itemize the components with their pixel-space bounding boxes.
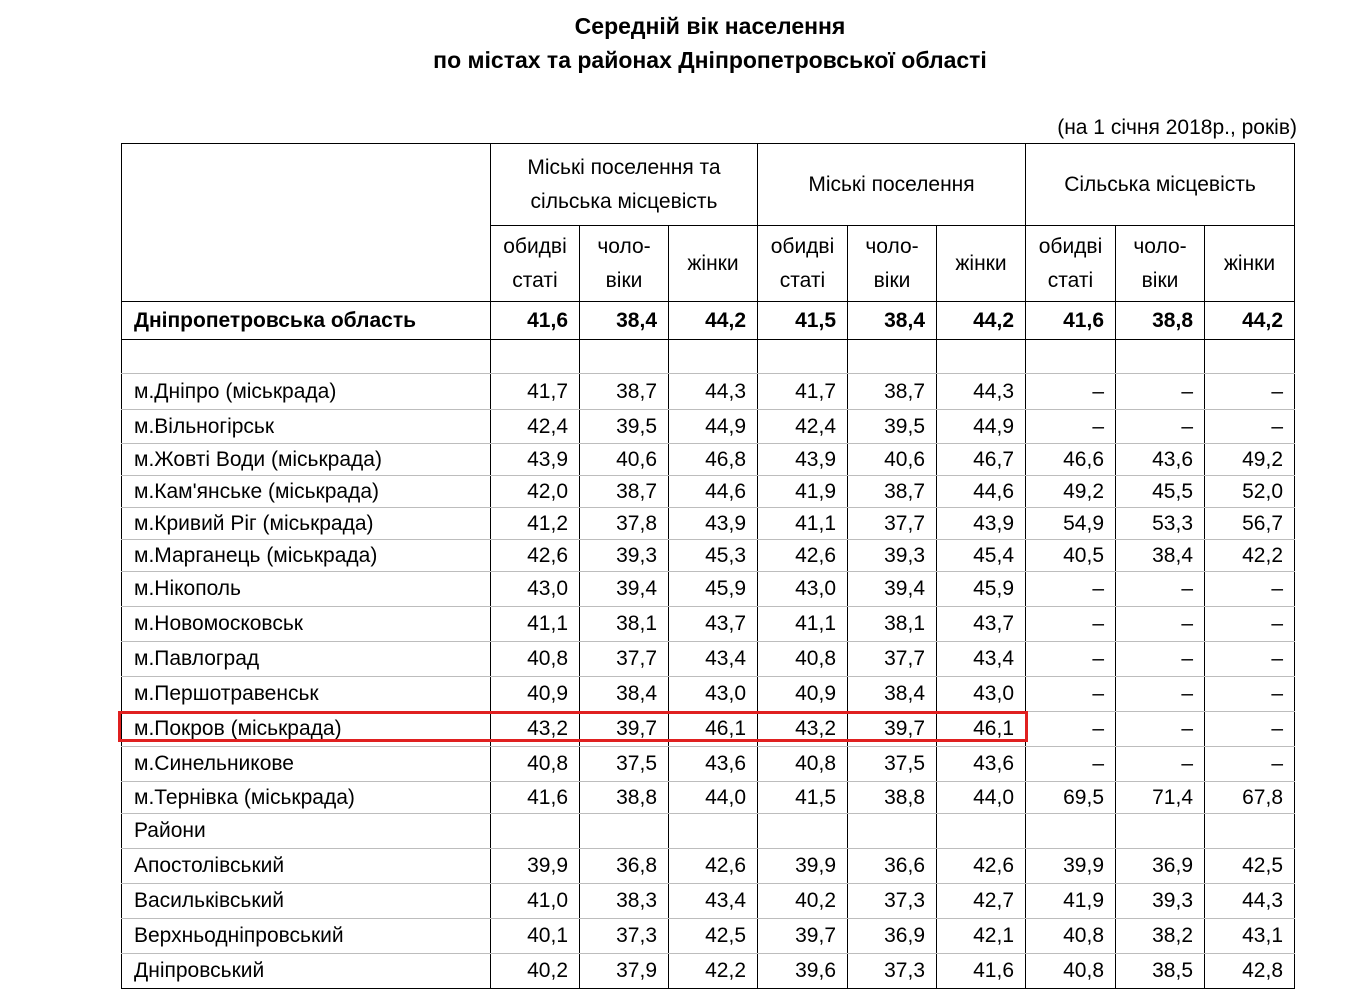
row-label: м.Марганець (міськрада) xyxy=(122,540,491,572)
value-cell: 36,8 xyxy=(580,849,669,884)
value-cell: 43,6 xyxy=(937,747,1026,782)
value-cell xyxy=(580,340,669,374)
value-cell: 41,1 xyxy=(758,607,848,642)
value-cell: 42,2 xyxy=(1205,540,1295,572)
value-cell: – xyxy=(1116,374,1205,410)
value-cell: 45,5 xyxy=(1116,476,1205,508)
value-cell: 44,2 xyxy=(937,302,1026,340)
value-cell: 39,3 xyxy=(580,540,669,572)
value-cell: 53,3 xyxy=(1116,508,1205,540)
value-cell xyxy=(758,814,848,849)
page-subtitle: по містах та районах Дніпропетровської області xyxy=(433,47,987,73)
value-cell: – xyxy=(1116,572,1205,607)
table-row xyxy=(122,919,1295,954)
value-cell: 40,8 xyxy=(1026,919,1116,954)
value-cell: 49,2 xyxy=(1026,476,1116,508)
value-cell xyxy=(491,340,580,374)
value-cell: 39,5 xyxy=(848,410,937,444)
value-cell: 39,6 xyxy=(758,954,848,989)
value-cell: 45,9 xyxy=(669,572,758,607)
value-cell xyxy=(937,814,1026,849)
value-cell: 42,6 xyxy=(669,849,758,884)
table-row xyxy=(122,340,1295,374)
value-cell: 49,2 xyxy=(1205,444,1295,476)
header-group-rural: Сільська місцевість xyxy=(1026,144,1295,226)
value-cell: – xyxy=(1026,642,1116,677)
value-cell: 40,8 xyxy=(1026,954,1116,989)
value-cell: 40,2 xyxy=(758,884,848,919)
row-label: м.Павлоград xyxy=(122,642,491,677)
row-label: м.Вільногірськ xyxy=(122,410,491,444)
value-cell xyxy=(669,814,758,849)
subheader-men: чоло-віки xyxy=(848,226,937,302)
subheader-both: обидві статі xyxy=(758,226,848,302)
value-cell xyxy=(758,340,848,374)
value-cell: 40,9 xyxy=(491,677,580,712)
value-cell: 41,1 xyxy=(491,607,580,642)
value-cell: 38,2 xyxy=(1116,919,1205,954)
table-row xyxy=(122,540,1295,572)
value-cell: 38,8 xyxy=(1116,302,1205,340)
value-cell: 37,8 xyxy=(580,508,669,540)
units-note: (на 1 січня 2018р., років) xyxy=(1057,116,1297,139)
value-cell: 38,4 xyxy=(848,302,937,340)
value-cell xyxy=(491,814,580,849)
value-cell: 43,0 xyxy=(491,572,580,607)
value-cell: 39,5 xyxy=(580,410,669,444)
subheader-women: жінки xyxy=(669,226,758,302)
table-row xyxy=(122,954,1295,989)
value-cell: 43,6 xyxy=(1116,444,1205,476)
value-cell: 52,0 xyxy=(1205,476,1295,508)
value-cell: – xyxy=(1116,642,1205,677)
value-cell: 41,2 xyxy=(491,508,580,540)
value-cell: 44,0 xyxy=(669,782,758,814)
value-cell: 42,1 xyxy=(937,919,1026,954)
value-cell: – xyxy=(1026,410,1116,444)
value-cell: 43,9 xyxy=(669,508,758,540)
value-cell: – xyxy=(1205,374,1295,410)
value-cell: 40,6 xyxy=(580,444,669,476)
value-cell: 37,3 xyxy=(848,954,937,989)
value-cell: 41,7 xyxy=(491,374,580,410)
row-label: м.Кам'янське (міськрада) xyxy=(122,476,491,508)
value-cell: 40,8 xyxy=(758,642,848,677)
table-row xyxy=(122,572,1295,607)
value-cell: 38,4 xyxy=(848,677,937,712)
value-cell: 36,9 xyxy=(848,919,937,954)
value-cell: 43,0 xyxy=(937,677,1026,712)
value-cell: 40,6 xyxy=(848,444,937,476)
row-label: м.Тернівка (міськрада) xyxy=(122,782,491,814)
row-label xyxy=(122,340,491,374)
value-cell: 38,3 xyxy=(580,884,669,919)
value-cell: 39,7 xyxy=(758,919,848,954)
table-row xyxy=(122,302,1295,340)
row-label: м.Дніпро (міськрада) xyxy=(122,374,491,410)
table-row xyxy=(122,782,1295,814)
value-cell: 40,9 xyxy=(758,677,848,712)
value-cell: 37,9 xyxy=(580,954,669,989)
header-corner xyxy=(122,144,491,302)
value-cell: 37,3 xyxy=(580,919,669,954)
value-cell: 41,1 xyxy=(758,508,848,540)
value-cell: 42,6 xyxy=(937,849,1026,884)
value-cell: – xyxy=(1205,677,1295,712)
row-label: м.Нікополь xyxy=(122,572,491,607)
value-cell: 41,6 xyxy=(937,954,1026,989)
table-row xyxy=(122,712,1295,747)
table-row xyxy=(122,444,1295,476)
subheader-men: чоло-віки xyxy=(580,226,669,302)
value-cell: 38,7 xyxy=(580,476,669,508)
row-label: м.Покров (міськрада) xyxy=(122,712,491,747)
value-cell xyxy=(1116,814,1205,849)
value-cell: 46,6 xyxy=(1026,444,1116,476)
value-cell: 39,9 xyxy=(758,849,848,884)
value-cell xyxy=(937,340,1026,374)
value-cell xyxy=(1116,340,1205,374)
subheader-women: жінки xyxy=(937,226,1026,302)
subheader-men: чоло-віки xyxy=(1116,226,1205,302)
value-cell: 44,9 xyxy=(669,410,758,444)
table-row xyxy=(122,814,1295,849)
value-cell: 41,6 xyxy=(491,302,580,340)
value-cell: 37,5 xyxy=(848,747,937,782)
value-cell: 42,6 xyxy=(491,540,580,572)
value-cell: – xyxy=(1026,374,1116,410)
value-cell: 41,5 xyxy=(758,782,848,814)
value-cell: – xyxy=(1116,747,1205,782)
value-cell: 43,1 xyxy=(1205,919,1295,954)
value-cell: 43,7 xyxy=(937,607,1026,642)
value-cell: 43,6 xyxy=(669,747,758,782)
value-cell: 39,4 xyxy=(580,572,669,607)
age-table xyxy=(121,143,1295,989)
value-cell: 46,7 xyxy=(937,444,1026,476)
value-cell: 37,7 xyxy=(848,642,937,677)
value-cell: 43,9 xyxy=(758,444,848,476)
value-cell: 39,3 xyxy=(1116,884,1205,919)
value-cell: 44,0 xyxy=(937,782,1026,814)
value-cell: 44,3 xyxy=(669,374,758,410)
value-cell: 42,8 xyxy=(1205,954,1295,989)
value-cell: 39,9 xyxy=(491,849,580,884)
row-label: Райони xyxy=(122,814,491,849)
row-label: м.Першотравенськ xyxy=(122,677,491,712)
value-cell: 42,5 xyxy=(1205,849,1295,884)
value-cell: 41,9 xyxy=(1026,884,1116,919)
value-cell: 42,5 xyxy=(669,919,758,954)
table-row xyxy=(122,849,1295,884)
value-cell: 44,2 xyxy=(1205,302,1295,340)
value-cell: 38,4 xyxy=(1116,540,1205,572)
value-cell: 46,8 xyxy=(669,444,758,476)
value-cell: – xyxy=(1026,607,1116,642)
value-cell: 37,7 xyxy=(580,642,669,677)
value-cell: 36,9 xyxy=(1116,849,1205,884)
value-cell: 44,2 xyxy=(669,302,758,340)
value-cell: 41,6 xyxy=(1026,302,1116,340)
table-row xyxy=(122,642,1295,677)
value-cell: – xyxy=(1026,572,1116,607)
value-cell: 38,1 xyxy=(580,607,669,642)
value-cell: 41,7 xyxy=(758,374,848,410)
value-cell: 39,9 xyxy=(1026,849,1116,884)
value-cell: 43,2 xyxy=(758,712,848,747)
value-cell: 37,5 xyxy=(580,747,669,782)
value-cell: 38,8 xyxy=(848,782,937,814)
table-row xyxy=(122,374,1295,410)
value-cell: 42,0 xyxy=(491,476,580,508)
value-cell: 40,8 xyxy=(491,747,580,782)
value-cell: 41,0 xyxy=(491,884,580,919)
value-cell: 43,0 xyxy=(669,677,758,712)
value-cell: 37,3 xyxy=(848,884,937,919)
header-group-urban: Міські поселення xyxy=(758,144,1026,226)
value-cell: – xyxy=(1205,642,1295,677)
value-cell: – xyxy=(1116,677,1205,712)
value-cell: – xyxy=(1116,712,1205,747)
value-cell: 40,1 xyxy=(491,919,580,954)
value-cell: 45,9 xyxy=(937,572,1026,607)
value-cell: 54,9 xyxy=(1026,508,1116,540)
value-cell xyxy=(580,814,669,849)
value-cell: 44,3 xyxy=(937,374,1026,410)
table-row xyxy=(122,677,1295,712)
row-label: Верхньодніпровський xyxy=(122,919,491,954)
value-cell: 43,4 xyxy=(937,642,1026,677)
value-cell: 45,4 xyxy=(937,540,1026,572)
value-cell: 39,7 xyxy=(580,712,669,747)
value-cell xyxy=(669,340,758,374)
value-cell: 44,9 xyxy=(937,410,1026,444)
subheader-women: жінки xyxy=(1205,226,1295,302)
row-label: Дніпровський xyxy=(122,954,491,989)
subheader-both: обидві статі xyxy=(491,226,580,302)
value-cell: 46,1 xyxy=(937,712,1026,747)
row-label: м.Жовті Води (міськрада) xyxy=(122,444,491,476)
value-cell: 38,8 xyxy=(580,782,669,814)
value-cell: 43,7 xyxy=(669,607,758,642)
value-cell: 38,7 xyxy=(580,374,669,410)
table-row xyxy=(122,747,1295,782)
value-cell: 41,6 xyxy=(491,782,580,814)
value-cell: 38,1 xyxy=(848,607,937,642)
value-cell: 39,3 xyxy=(848,540,937,572)
row-label: Апостолівський xyxy=(122,849,491,884)
value-cell: 38,4 xyxy=(580,677,669,712)
value-cell: 39,4 xyxy=(848,572,937,607)
value-cell xyxy=(1026,814,1116,849)
value-cell: – xyxy=(1026,747,1116,782)
table-row xyxy=(122,607,1295,642)
value-cell: 71,4 xyxy=(1116,782,1205,814)
value-cell: 44,3 xyxy=(1205,884,1295,919)
value-cell: 56,7 xyxy=(1205,508,1295,540)
value-cell: 42,7 xyxy=(937,884,1026,919)
value-cell: 36,6 xyxy=(848,849,937,884)
row-label: м.Синельникове xyxy=(122,747,491,782)
table-row xyxy=(122,476,1295,508)
table-row xyxy=(122,508,1295,540)
value-cell: 67,8 xyxy=(1205,782,1295,814)
value-cell: 43,9 xyxy=(937,508,1026,540)
value-cell: 40,8 xyxy=(758,747,848,782)
value-cell: 69,5 xyxy=(1026,782,1116,814)
row-label: м.Кривий Ріг (міськрада) xyxy=(122,508,491,540)
table-row xyxy=(122,884,1295,919)
value-cell: 44,6 xyxy=(669,476,758,508)
value-cell: 44,6 xyxy=(937,476,1026,508)
row-label: Дніпропетровська область xyxy=(122,302,491,340)
value-cell: 41,5 xyxy=(758,302,848,340)
value-cell: 40,2 xyxy=(491,954,580,989)
value-cell: – xyxy=(1026,712,1116,747)
value-cell: – xyxy=(1205,607,1295,642)
value-cell: 43,0 xyxy=(758,572,848,607)
page-title: Середній вік населення xyxy=(574,13,846,39)
row-label: м.Новомосковськ xyxy=(122,607,491,642)
value-cell: 43,9 xyxy=(491,444,580,476)
value-cell: 43,4 xyxy=(669,642,758,677)
value-cell: 42,4 xyxy=(758,410,848,444)
value-cell xyxy=(1205,340,1295,374)
value-cell: – xyxy=(1116,607,1205,642)
subheader-both: обидві статі xyxy=(1026,226,1116,302)
row-label: Васильківський xyxy=(122,884,491,919)
value-cell xyxy=(1205,814,1295,849)
value-cell: 45,3 xyxy=(669,540,758,572)
header-group-all: Міські поселення та сільська місцевість xyxy=(491,144,758,226)
value-cell: 40,8 xyxy=(491,642,580,677)
value-cell: 38,7 xyxy=(848,374,937,410)
value-cell: – xyxy=(1116,410,1205,444)
value-cell: 43,2 xyxy=(491,712,580,747)
value-cell: 39,7 xyxy=(848,712,937,747)
value-cell xyxy=(848,340,937,374)
value-cell: 42,6 xyxy=(758,540,848,572)
value-cell: – xyxy=(1026,677,1116,712)
value-cell: 38,4 xyxy=(580,302,669,340)
value-cell xyxy=(848,814,937,849)
value-cell: 38,7 xyxy=(848,476,937,508)
value-cell xyxy=(1026,340,1116,374)
value-cell: 38,5 xyxy=(1116,954,1205,989)
value-cell: 42,4 xyxy=(491,410,580,444)
value-cell: 43,4 xyxy=(669,884,758,919)
value-cell: 41,9 xyxy=(758,476,848,508)
value-cell: – xyxy=(1205,712,1295,747)
value-cell: – xyxy=(1205,410,1295,444)
table-row xyxy=(122,410,1295,444)
value-cell: 37,7 xyxy=(848,508,937,540)
value-cell: – xyxy=(1205,747,1295,782)
value-cell: – xyxy=(1205,572,1295,607)
value-cell: 42,2 xyxy=(669,954,758,989)
value-cell: 40,5 xyxy=(1026,540,1116,572)
value-cell: 46,1 xyxy=(669,712,758,747)
